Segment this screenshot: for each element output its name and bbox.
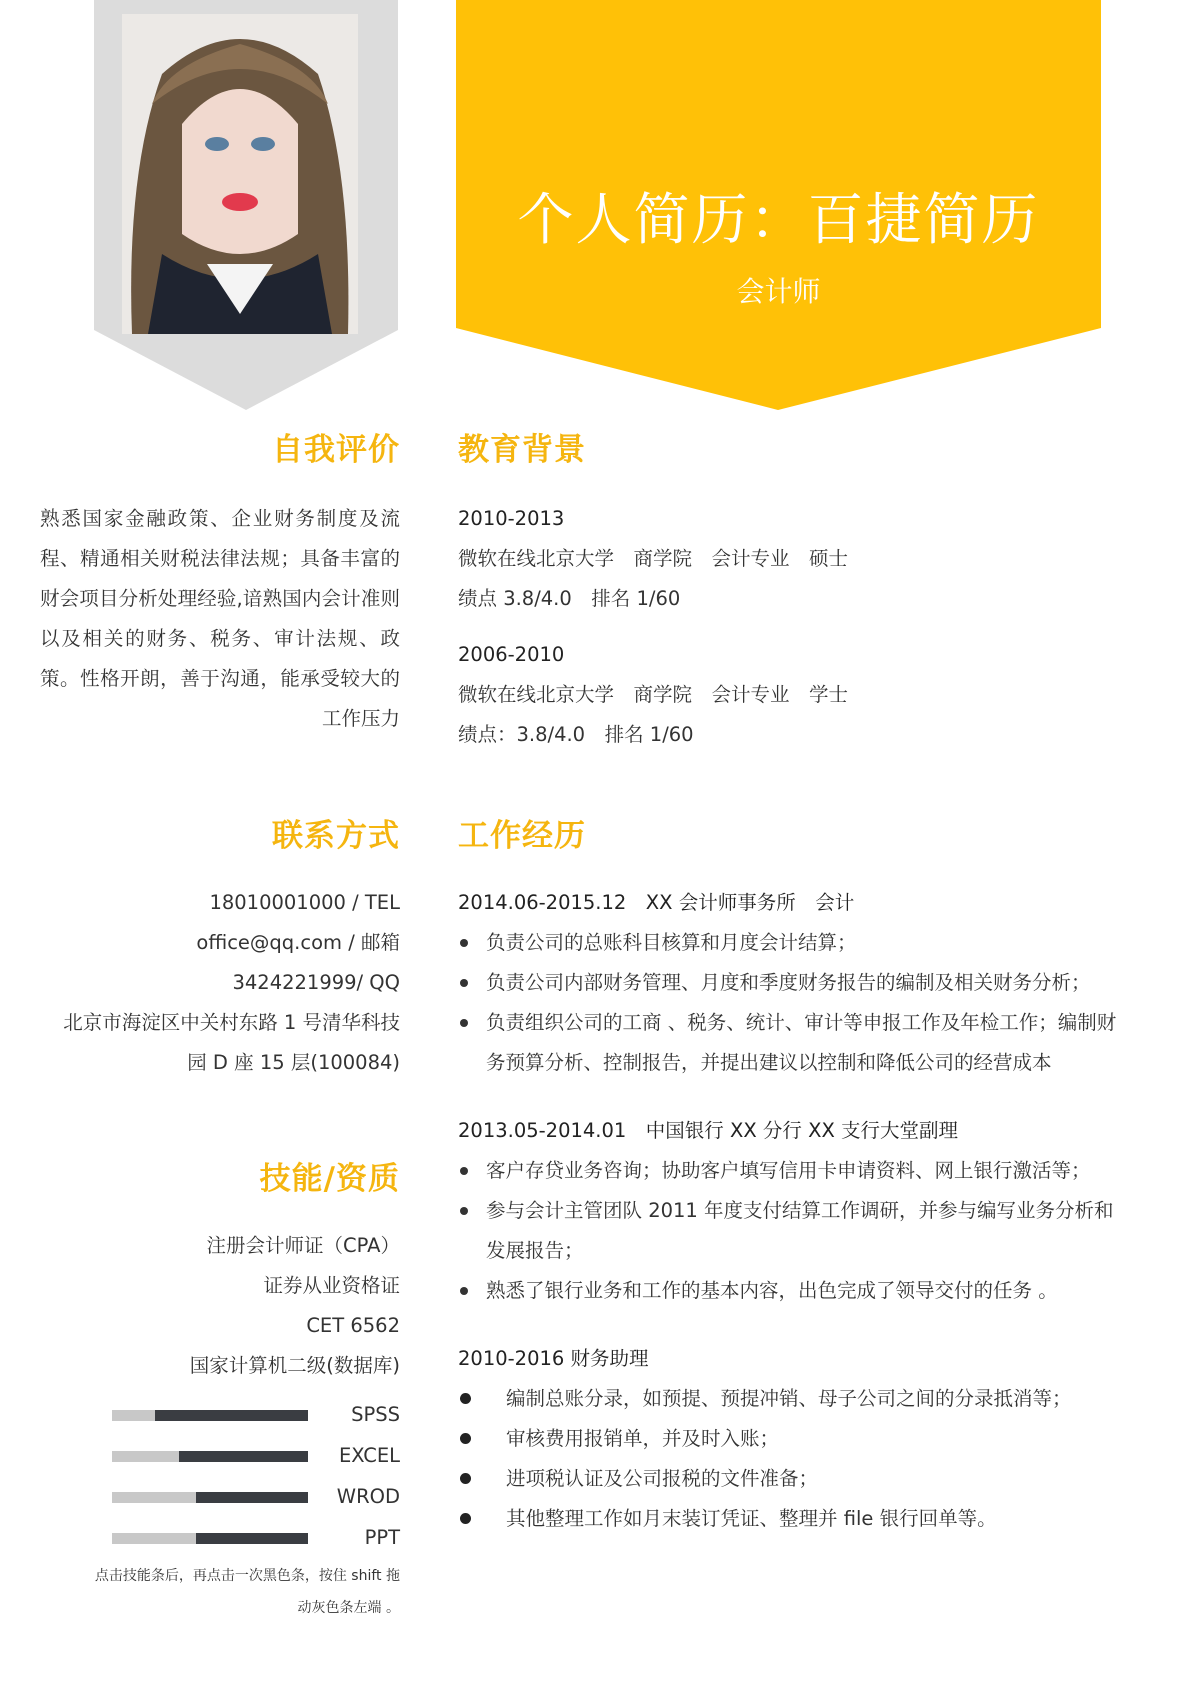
work-heading: 工作经历 bbox=[458, 818, 586, 854]
education-detail: 微软在线北京大学 商学院 会计专业 硕士 bbox=[458, 547, 849, 570]
contact-list bbox=[40, 883, 400, 1083]
contact-qq: 3424221999/ QQ bbox=[232, 971, 400, 994]
job-duty: 负责公司内部财务管理、月度和季度财务报告的编制及相关财务分析； bbox=[458, 963, 1118, 1003]
skill-name: SPSS bbox=[351, 1403, 400, 1426]
job-entry bbox=[458, 883, 1118, 1083]
photo-banner bbox=[94, 0, 398, 410]
portrait-image bbox=[122, 14, 358, 334]
self-eval-heading: 自我评价 bbox=[272, 432, 400, 468]
education-detail: 微软在线北京大学 商学院 会计专业 学士 bbox=[458, 683, 849, 706]
contact-address-continued: 园 D 座 15 层(100084) bbox=[187, 1051, 400, 1074]
education-grades: 绩点：3.8/4.0 排名 1/60 bbox=[458, 723, 694, 746]
job-duty: 客户存贷业务咨询；协助客户填写信用卡申请资料、网上银行激活等； bbox=[458, 1151, 1118, 1191]
job-duty: 负责公司的总账科目核算和月度会计结算； bbox=[458, 923, 1118, 963]
job-duty: 其他整理工作如月末装订凭证、整理并 file 银行回单等。 bbox=[458, 1499, 1118, 1539]
skill-bar-fill[interactable] bbox=[179, 1451, 308, 1462]
job-header: 2010-2016 财务助理 bbox=[458, 1347, 649, 1370]
hint-line: 点击技能条后，再点击一次黑色条，按住 shift 拖 bbox=[94, 1568, 400, 1584]
job-duty: 审核费用报销单，并及时入账； bbox=[458, 1419, 1118, 1459]
job-header: 2014.06-2015.12 XX 会计师事务所 会计 bbox=[458, 891, 855, 914]
education-list bbox=[458, 499, 1118, 771]
profile-photo bbox=[122, 14, 358, 334]
skill-bar-fill[interactable] bbox=[196, 1492, 308, 1503]
self-eval-text: 熟悉国家金融政策、企业财务制度及流程、精通相关财税法律法规；具备丰富的财会项目分析处理经验,谙熟国内会计准则以及相关的财务、税务、审计法规、政策。性格开朗，善于沟通，能承受较大的工作压力 bbox=[40, 507, 400, 730]
skill-bar-track[interactable] bbox=[112, 1533, 308, 1544]
cert-item: 证券从业资格证 bbox=[263, 1274, 400, 1297]
skill-bar-row[interactable] bbox=[112, 1441, 400, 1471]
skill-bar-hint bbox=[60, 1560, 400, 1624]
skill-bar-track[interactable] bbox=[112, 1451, 308, 1462]
skill-bar-row[interactable] bbox=[112, 1482, 400, 1512]
job-duty: 进项税认证及公司报税的文件准备； bbox=[458, 1459, 1118, 1499]
job-duty: 负责组织公司的工商 、税务、统计、审计等申报工作及年检工作；编制财务预算分析、控制报告，并提出建议以控制和降低公司的经营成本 bbox=[458, 1003, 1118, 1083]
cert-item: 注册会计师证（CPA） bbox=[206, 1234, 400, 1257]
job-entry bbox=[458, 1339, 1118, 1539]
skill-bar-fill[interactable] bbox=[155, 1410, 308, 1421]
cert-list bbox=[40, 1226, 400, 1386]
hint-line: 动灰色条左端 。 bbox=[297, 1600, 400, 1616]
education-grades: 绩点 3.8/4.0 排名 1/60 bbox=[458, 587, 681, 610]
job-entry bbox=[458, 1111, 1118, 1311]
education-period: 2006-2010 bbox=[458, 643, 565, 666]
skill-bar-fill[interactable] bbox=[196, 1533, 308, 1544]
resume-title: 个人简历：百捷简历 bbox=[517, 188, 1040, 253]
job-duty: 编制总账分录，如预提、预提冲销、母子公司之间的分录抵消等； bbox=[458, 1379, 1118, 1419]
contact-email: office@qq.com / 邮箱 bbox=[196, 931, 400, 954]
skill-name: PPT bbox=[364, 1526, 400, 1549]
contact-address: 北京市海淀区中关村东路 1 号清华科技 bbox=[63, 1011, 400, 1034]
education-heading: 教育背景 bbox=[458, 432, 586, 468]
job-title: 会计师 bbox=[736, 275, 821, 308]
cert-item: CET 6562 bbox=[306, 1314, 400, 1337]
education-period: 2010-2013 bbox=[458, 507, 565, 530]
job-duty: 熟悉了银行业务和工作的基本内容，出色完成了领导交付的任务 。 bbox=[458, 1271, 1118, 1311]
job-duty: 参与会计主管团队 2011 年度支付结算工作调研，并参与编写业务分析和发展报告； bbox=[458, 1191, 1118, 1271]
cert-item: 国家计算机二级(数据库) bbox=[189, 1354, 400, 1377]
skill-bar-track[interactable] bbox=[112, 1410, 308, 1421]
contact-heading: 联系方式 bbox=[272, 818, 400, 854]
skill-name: WROD bbox=[336, 1485, 400, 1508]
skill-bar-row[interactable] bbox=[112, 1523, 400, 1553]
skill-bar-track[interactable] bbox=[112, 1492, 308, 1503]
skill-name: EXCEL bbox=[338, 1444, 400, 1467]
skill-bar-row[interactable] bbox=[112, 1400, 400, 1430]
education-item bbox=[458, 635, 1118, 755]
contact-phone: 18010001000 / TEL bbox=[209, 891, 400, 914]
title-banner bbox=[456, 0, 1101, 410]
education-item bbox=[458, 499, 1118, 619]
job-header: 2013.05-2014.01 中国银行 XX 分行 XX 支行大堂副理 bbox=[458, 1119, 959, 1142]
skills-heading: 技能/资质 bbox=[259, 1161, 400, 1197]
work-list bbox=[458, 883, 1118, 1567]
